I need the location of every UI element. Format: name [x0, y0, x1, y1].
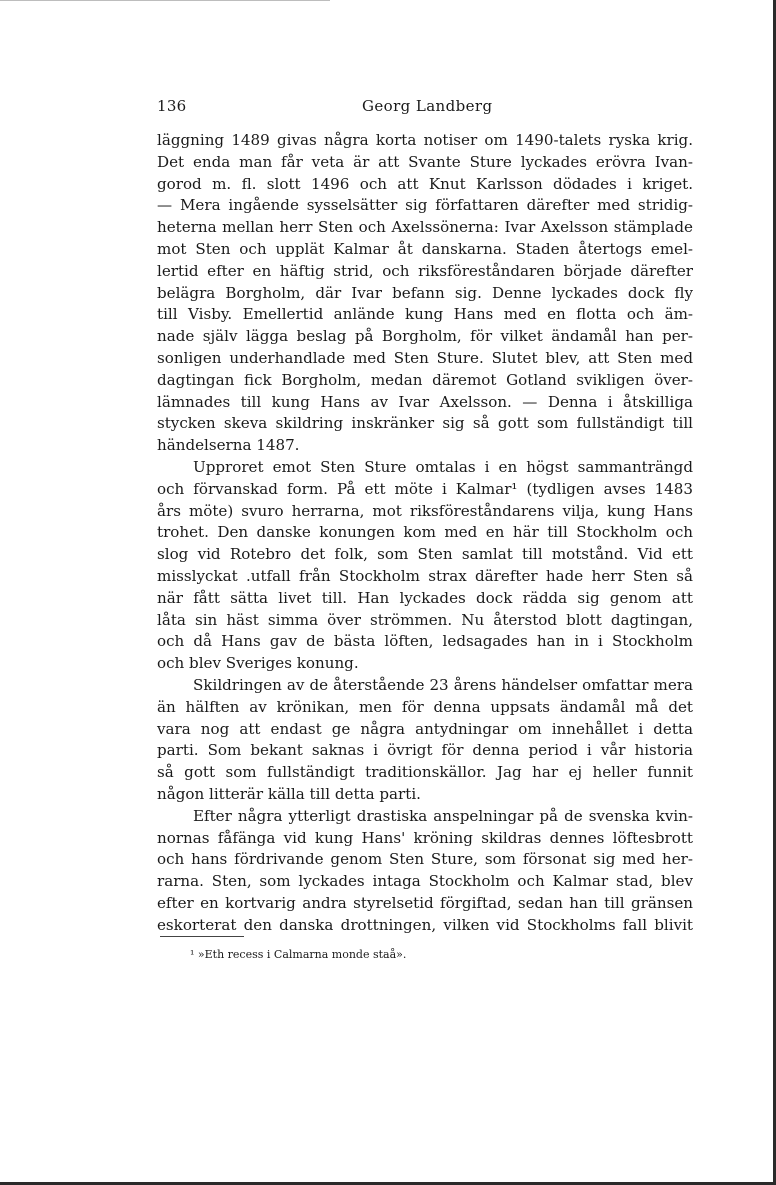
- text-line: nade själv lägga beslag på Borgholm, för vilket ändamål han per-: [157, 327, 693, 346]
- text-line: händelserna 1487.: [157, 436, 300, 455]
- text-line: gorod m. fl. slott 1496 och att Knut Karlsson dödades i kriget.: [157, 174, 693, 193]
- text-line: vara nog att endast ge några antydningar om innehållet i detta: [157, 719, 693, 738]
- body-text: [157, 130, 693, 936]
- text-line: misslyckat .utfall från Stockholm strax därefter hade herr Sten så: [157, 566, 693, 585]
- text-line: års möte) svuro herrarna, mot riksföreståndarens vilja, kung Hans: [157, 501, 693, 520]
- text-line: sonligen underhandlade med Sten Sture. Slutet blev, att Sten med: [157, 348, 693, 367]
- text-line: parti. Som bekant saknas i övrigt för denna period i vår historia: [157, 741, 693, 760]
- text-line: lertid efter en häftig strid, och riksföreståndaren började därefter: [157, 261, 693, 280]
- scan-top-edge: [0, 0, 330, 1]
- text-line: och förvanskad form. På ett möte i Kalmar¹ (tydligen avses 1483: [157, 479, 693, 498]
- page-number: 136: [157, 97, 187, 115]
- text-line: och då Hans gav de bästa löften, ledsagades han in i Stockholm: [157, 632, 693, 651]
- running-head: Georg Landberg: [362, 97, 493, 115]
- text-line: så gott som fullständigt traditionskällor. Jag har ej heller funnit: [157, 763, 693, 782]
- text-line: belägra Borgholm, där Ivar befann sig. Denne lyckades dock fly: [157, 283, 693, 302]
- text-line: Upproret emot Sten Sture omtalas i en högst sammanträngd: [193, 457, 693, 476]
- text-line: heterna mellan herr Sten och Axelssönerna: Ivar Axelsson stämplade: [157, 218, 693, 237]
- text-line: stycken skeva skildring inskränker sig så gott som fullständigt till: [157, 414, 693, 433]
- text-line: Det enda man får veta är att Svante Sture lyckades erövra Ivan-: [157, 152, 693, 171]
- text-line: när fått sätta livet till. Han lyckades dock rädda sig genom att: [157, 588, 693, 607]
- text-line: slog vid Rotebro det folk, som Sten samlat till motstånd. Vid ett: [157, 545, 693, 564]
- footnote-rule: [160, 936, 244, 937]
- text-line: läggning 1489 givas några korta notiser om 1490-talets ryska krig.: [157, 131, 693, 149]
- text-line: eskorterat den danska drottningen, vilken vid Stockholms fall blivit: [157, 915, 693, 934]
- text-line: — Mera ingående sysselsätter sig författaren därefter med stridig-: [157, 196, 693, 215]
- text-line: till Visby. Emellertid anlände kung Hans med en flotta och äm-: [157, 305, 693, 324]
- text-line: någon litterär källa till detta parti.: [157, 784, 421, 803]
- footnote: ¹ »Eth recess i Calmarna monde staå».: [190, 948, 407, 961]
- text-line: nornas fåfänga vid kung Hans' kröning skildras dennes löftesbrott: [157, 828, 693, 847]
- text-line: låta sin häst simma över strömmen. Nu återstod blott dagtingan,: [157, 610, 693, 629]
- text-line: mot Sten och upplät Kalmar åt danskarna. Staden återtogs emel-: [157, 239, 693, 258]
- text-line: och blev Sveriges konung.: [157, 654, 359, 673]
- text-line: än hälften av krönikan, men för denna uppsats ändamål må det: [157, 697, 693, 716]
- text-line: och hans fördrivande genom Sten Sture, som försonat sig med her-: [157, 850, 693, 869]
- text-line: trohet. Den danske konungen kom med en här till Stockholm och: [157, 523, 693, 542]
- text-line: lämnades till kung Hans av Ivar Axelsson. — Denna i åtskilliga: [157, 392, 693, 411]
- text-line: Efter några ytterligt drastiska anspelningar på de svenska kvin-: [193, 806, 693, 825]
- text-line: rarna. Sten, som lyckades intaga Stockholm och Kalmar stad, blev: [157, 872, 693, 891]
- text-line: Skildringen av de återstående 23 årens händelser omfattar mera: [193, 675, 693, 694]
- text-line: dagtingan fick Borgholm, medan däremot Gotland svikligen över-: [157, 370, 693, 389]
- text-line: efter en kortvarig andra styrelsetid förgiftad, sedan han till gränsen: [157, 893, 693, 912]
